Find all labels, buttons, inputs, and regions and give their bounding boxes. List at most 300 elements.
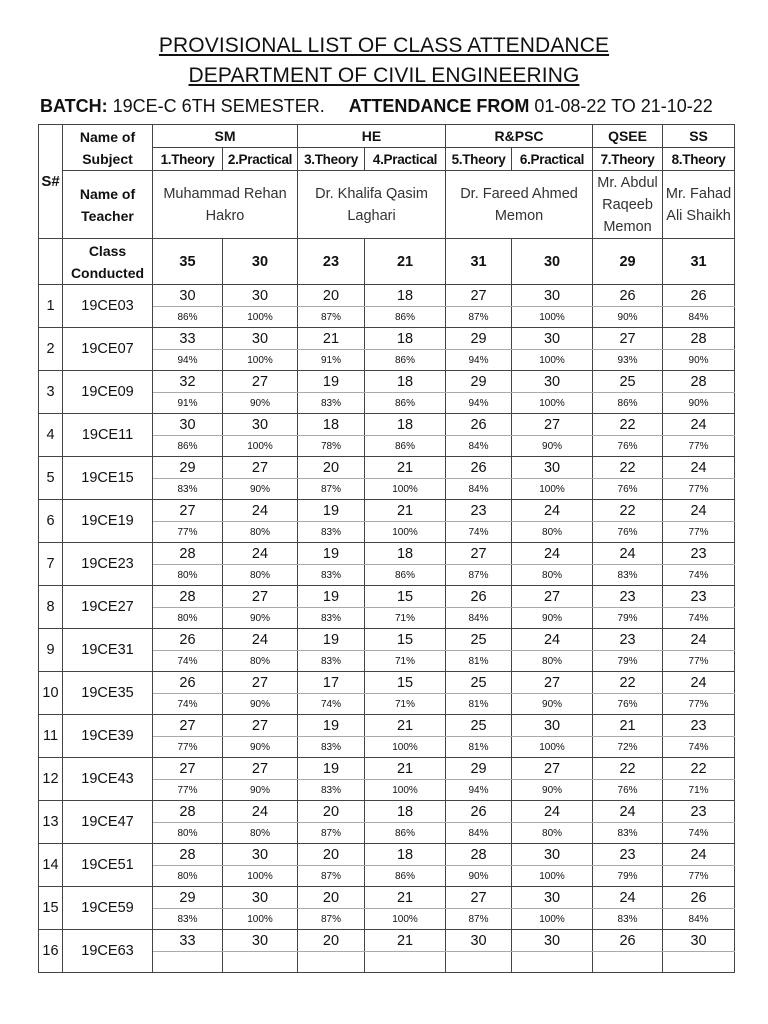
roll-number: 19CE47: [63, 801, 153, 844]
attendance-count: 28: [153, 543, 223, 565]
table-row: [39, 629, 735, 651]
attendance-percent: 80%: [153, 565, 223, 586]
attendance-count: 18: [365, 371, 446, 393]
attendance-count: 24: [512, 629, 593, 651]
attendance-count: 30: [512, 328, 593, 350]
attendance-count: 22: [593, 414, 663, 436]
attendance-percent: 100%: [512, 307, 593, 328]
attendance-count: 18: [365, 801, 446, 823]
attendance-count: 27: [153, 500, 223, 522]
attendance-percent-empty: [298, 952, 365, 973]
attendance-count: 25: [593, 371, 663, 393]
attendance-count: 27: [512, 414, 593, 436]
attendance-count: 21: [365, 887, 446, 909]
attendance-percent: 83%: [153, 909, 223, 930]
attendance-count: 24: [663, 629, 735, 651]
attendance-count: 15: [365, 629, 446, 651]
serial-number: 1: [39, 285, 63, 328]
attendance-range: 01-08-22 TO 21-10-22: [529, 96, 713, 116]
classes-conducted-value: 23: [298, 239, 365, 285]
roll-number: 19CE59: [63, 887, 153, 930]
serial-number: 9: [39, 629, 63, 672]
attendance-count: 24: [223, 801, 298, 823]
attendance-count: 20: [298, 801, 365, 823]
attendance-count: 27: [223, 715, 298, 737]
attendance-count: 26: [593, 930, 663, 952]
attendance-percent: 84%: [446, 436, 512, 457]
attendance-count: 21: [298, 328, 365, 350]
attendance-percent: 84%: [446, 823, 512, 844]
serial-number: 2: [39, 328, 63, 371]
roll-number: 19CE63: [63, 930, 153, 973]
table-row: [39, 457, 735, 479]
attendance-percent: 84%: [663, 307, 735, 328]
attendance-count: 26: [663, 285, 735, 307]
serial-number: 8: [39, 586, 63, 629]
attendance-percent: 86%: [365, 823, 446, 844]
attendance-percent: 84%: [446, 479, 512, 500]
attendance-count: 27: [446, 285, 512, 307]
attendance-count: 24: [663, 500, 735, 522]
attendance-count: 19: [298, 629, 365, 651]
attendance-count: 20: [298, 887, 365, 909]
attendance-count: 27: [223, 457, 298, 479]
attendance-count: 24: [663, 414, 735, 436]
attendance-percent: 76%: [593, 479, 663, 500]
attendance-percent: 77%: [153, 522, 223, 543]
attendance-count: 27: [223, 758, 298, 780]
attendance-percent-empty: [223, 952, 298, 973]
document-title: PROVISIONAL LIST OF CLASS ATTENDANCE: [158, 34, 610, 57]
attendance-count: 23: [593, 844, 663, 866]
attendance-count: 22: [593, 672, 663, 694]
attendance-percent-empty: [593, 952, 663, 973]
attendance-count: 24: [223, 629, 298, 651]
name-of-subject-label: Name of Subject: [63, 125, 153, 171]
attendance-percent: 80%: [223, 823, 298, 844]
name-of-teacher-label: Name of Teacher: [63, 171, 153, 239]
attendance-percent: 100%: [512, 479, 593, 500]
table-row: [39, 543, 735, 565]
attendance-count: 28: [153, 801, 223, 823]
attendance-count: 30: [663, 930, 735, 952]
attendance-percent: 90%: [663, 393, 735, 414]
serial-number: 14: [39, 844, 63, 887]
attendance-percent: 76%: [593, 522, 663, 543]
attendance-count: 24: [512, 543, 593, 565]
serial-number: 16: [39, 930, 63, 973]
serial-number: 4: [39, 414, 63, 457]
attendance-count: 18: [365, 328, 446, 350]
attendance-count: 19: [298, 758, 365, 780]
attendance-count: 29: [446, 758, 512, 780]
roll-number: 19CE27: [63, 586, 153, 629]
attendance-percent: 100%: [223, 436, 298, 457]
attendance-percent: 83%: [298, 522, 365, 543]
component-label: 6.Practical: [512, 148, 593, 171]
attendance-count: 27: [223, 672, 298, 694]
batch-value: 19CE-C 6TH SEMESTER.: [107, 96, 325, 116]
attendance-percent: 87%: [446, 307, 512, 328]
attendance-count: 15: [365, 586, 446, 608]
attendance-count: 24: [663, 844, 735, 866]
serial-number: 10: [39, 672, 63, 715]
attendance-percent: 87%: [446, 565, 512, 586]
attendance-percent: 80%: [223, 565, 298, 586]
attendance-count: 30: [223, 930, 298, 952]
classes-conducted-value: 31: [663, 239, 735, 285]
attendance-percent: 91%: [153, 393, 223, 414]
attendance-percent: 93%: [593, 350, 663, 371]
attendance-count: 23: [663, 801, 735, 823]
attendance-percent: 71%: [365, 694, 446, 715]
attendance-percent: 77%: [663, 694, 735, 715]
attendance-percent: 100%: [223, 350, 298, 371]
attendance-percent: 74%: [153, 651, 223, 672]
teacher-name: Mr. Abdul Raqeeb Memon: [593, 171, 663, 239]
serial-number: 15: [39, 887, 63, 930]
attendance-count: 28: [153, 844, 223, 866]
attendance-label: ATTENDANCE FROM: [348, 96, 530, 116]
attendance-count: 19: [298, 715, 365, 737]
attendance-count: 30: [223, 887, 298, 909]
attendance-percent: 87%: [298, 307, 365, 328]
attendance-count: 23: [663, 543, 735, 565]
attendance-percent: 86%: [365, 350, 446, 371]
attendance-count: 26: [153, 629, 223, 651]
table-row: [39, 586, 735, 608]
attendance-count: 26: [446, 801, 512, 823]
attendance-count: 24: [593, 543, 663, 565]
classes-conducted-value: 35: [153, 239, 223, 285]
class-conducted-label: Class Conducted: [63, 239, 153, 285]
attendance-percent: 90%: [663, 350, 735, 371]
teacher-name: Dr. Khalifa Qasim Laghari: [298, 171, 446, 239]
component-label: 2.Practical: [223, 148, 298, 171]
attendance-percent: 74%: [663, 823, 735, 844]
table-row: [39, 672, 735, 694]
attendance-count: 30: [223, 844, 298, 866]
attendance-percent: 87%: [298, 866, 365, 887]
attendance-count: 26: [153, 672, 223, 694]
attendance-count: 22: [593, 457, 663, 479]
attendance-percent: 84%: [446, 608, 512, 629]
attendance-count: 20: [298, 930, 365, 952]
attendance-percent: 87%: [446, 909, 512, 930]
classes-conducted-value: 30: [512, 239, 593, 285]
attendance-count: 19: [298, 586, 365, 608]
attendance-percent: 83%: [298, 608, 365, 629]
table-row: [39, 500, 735, 522]
attendance-percent: 90%: [512, 436, 593, 457]
sno-header: S#: [39, 125, 63, 239]
table-row: [39, 844, 735, 866]
serial-number: 6: [39, 500, 63, 543]
attendance-percent-empty: [663, 952, 735, 973]
attendance-count: 27: [512, 672, 593, 694]
attendance-count: 24: [223, 543, 298, 565]
attendance-count: 27: [512, 758, 593, 780]
attendance-count: 30: [153, 414, 223, 436]
attendance-percent: 83%: [298, 780, 365, 801]
attendance-percent: 90%: [223, 393, 298, 414]
attendance-count: 27: [512, 586, 593, 608]
attendance-percent: 83%: [298, 393, 365, 414]
classes-conducted-value: 21: [365, 239, 446, 285]
department-title: DEPARTMENT OF CIVIL ENGINEERING: [188, 64, 580, 87]
attendance-count: 29: [446, 371, 512, 393]
component-label: 1.Theory: [153, 148, 223, 171]
attendance-count: 23: [663, 586, 735, 608]
attendance-percent: 94%: [446, 350, 512, 371]
roll-number: 19CE03: [63, 285, 153, 328]
attendance-count: 27: [223, 586, 298, 608]
attendance-percent: 100%: [223, 866, 298, 887]
attendance-percent: 90%: [223, 694, 298, 715]
attendance-count: 26: [593, 285, 663, 307]
attendance-percent: 86%: [365, 866, 446, 887]
component-label: 3.Theory: [298, 148, 365, 171]
attendance-count: 15: [365, 672, 446, 694]
attendance-percent: 94%: [153, 350, 223, 371]
attendance-percent: 71%: [365, 651, 446, 672]
attendance-percent: 90%: [223, 737, 298, 758]
attendance-percent: 79%: [593, 651, 663, 672]
attendance-percent: 87%: [298, 479, 365, 500]
attendance-count: 20: [298, 457, 365, 479]
attendance-count: 20: [298, 285, 365, 307]
attendance-percent: 80%: [153, 866, 223, 887]
attendance-count: 18: [298, 414, 365, 436]
attendance-percent: 74%: [446, 522, 512, 543]
attendance-percent: 100%: [512, 737, 593, 758]
attendance-percent: 80%: [223, 651, 298, 672]
attendance-count: 30: [512, 371, 593, 393]
attendance-percent: 76%: [593, 694, 663, 715]
attendance-count: 18: [365, 414, 446, 436]
subject-code: SS: [663, 125, 735, 148]
attendance-count: 26: [663, 887, 735, 909]
teacher-name: Muhammad Rehan Hakro: [153, 171, 298, 239]
attendance-percent: 81%: [446, 651, 512, 672]
attendance-count: 27: [593, 328, 663, 350]
attendance-count: 30: [223, 414, 298, 436]
attendance-count: 25: [446, 715, 512, 737]
attendance-count: 23: [446, 500, 512, 522]
attendance-count: 18: [365, 285, 446, 307]
table-row: [39, 328, 735, 350]
roll-number: 19CE07: [63, 328, 153, 371]
attendance-percent: 94%: [446, 393, 512, 414]
attendance-percent: 76%: [593, 780, 663, 801]
attendance-percent: 90%: [446, 866, 512, 887]
attendance-percent: 77%: [153, 780, 223, 801]
attendance-count: 20: [298, 844, 365, 866]
attendance-count: 27: [446, 543, 512, 565]
attendance-count: 19: [298, 371, 365, 393]
serial-number: 12: [39, 758, 63, 801]
attendance-percent: 90%: [512, 608, 593, 629]
attendance-count: 30: [153, 285, 223, 307]
attendance-count: 28: [446, 844, 512, 866]
attendance-count: 27: [153, 715, 223, 737]
attendance-count: 30: [223, 285, 298, 307]
attendance-percent: 86%: [365, 307, 446, 328]
attendance-percent: 100%: [512, 393, 593, 414]
attendance-percent: 80%: [153, 608, 223, 629]
attendance-count: 21: [365, 457, 446, 479]
attendance-count: 26: [446, 457, 512, 479]
component-label: 4.Practical: [365, 148, 446, 171]
attendance-percent: 83%: [298, 565, 365, 586]
roll-number: 19CE19: [63, 500, 153, 543]
attendance-table: [38, 124, 735, 973]
roll-number: 19CE11: [63, 414, 153, 457]
teacher-name: Mr. Fahad Ali Shaikh: [663, 171, 735, 239]
classes-conducted-value: 31: [446, 239, 512, 285]
attendance-count: 30: [512, 715, 593, 737]
attendance-count: 30: [223, 328, 298, 350]
attendance-count: 30: [512, 844, 593, 866]
attendance-count: 26: [446, 586, 512, 608]
attendance-percent: 86%: [365, 565, 446, 586]
attendance-percent: 80%: [512, 565, 593, 586]
attendance-count: 24: [593, 887, 663, 909]
attendance-count: 24: [663, 457, 735, 479]
attendance-percent: 86%: [365, 393, 446, 414]
attendance-percent: 80%: [512, 823, 593, 844]
attendance-percent: 77%: [153, 737, 223, 758]
attendance-percent: 100%: [512, 909, 593, 930]
attendance-percent: 84%: [663, 909, 735, 930]
attendance-count: 17: [298, 672, 365, 694]
attendance-count: 24: [512, 500, 593, 522]
attendance-count: 19: [298, 543, 365, 565]
attendance-count: 32: [153, 371, 223, 393]
attendance-count: 28: [663, 371, 735, 393]
attendance-count: 27: [223, 371, 298, 393]
attendance-count: 28: [663, 328, 735, 350]
attendance-count: 25: [446, 629, 512, 651]
attendance-count: 22: [593, 500, 663, 522]
attendance-percent: 90%: [512, 694, 593, 715]
attendance-count: 30: [512, 930, 593, 952]
attendance-percent: 79%: [593, 608, 663, 629]
attendance-percent: 74%: [298, 694, 365, 715]
attendance-percent: 83%: [298, 737, 365, 758]
attendance-count: 24: [593, 801, 663, 823]
attendance-percent: 74%: [153, 694, 223, 715]
attendance-percent: 77%: [663, 651, 735, 672]
attendance-percent: 100%: [365, 909, 446, 930]
classes-conducted-value: 29: [593, 239, 663, 285]
attendance-percent: 81%: [446, 737, 512, 758]
attendance-percent: 100%: [365, 737, 446, 758]
subject-code: HE: [298, 125, 446, 148]
attendance-percent-empty: [153, 952, 223, 973]
attendance-percent: 79%: [593, 866, 663, 887]
attendance-percent: 94%: [446, 780, 512, 801]
attendance-percent: 74%: [663, 737, 735, 758]
serial-number: 7: [39, 543, 63, 586]
serial-number: 5: [39, 457, 63, 500]
component-label: 8.Theory: [663, 148, 735, 171]
attendance-percent: 100%: [223, 909, 298, 930]
attendance-percent: 91%: [298, 350, 365, 371]
attendance-count: 29: [153, 457, 223, 479]
attendance-table-body: [39, 125, 735, 973]
attendance-count: 30: [512, 887, 593, 909]
attendance-count: 24: [223, 500, 298, 522]
subject-code: SM: [153, 125, 298, 148]
table-row: [39, 414, 735, 436]
attendance-percent: 83%: [153, 479, 223, 500]
roll-number: 19CE23: [63, 543, 153, 586]
table-row: [39, 887, 735, 909]
attendance-count: 18: [365, 543, 446, 565]
attendance-count: 18: [365, 844, 446, 866]
attendance-count: 30: [446, 930, 512, 952]
attendance-percent: 80%: [223, 522, 298, 543]
attendance-percent: 77%: [663, 866, 735, 887]
attendance-percent: 83%: [593, 909, 663, 930]
attendance-percent: 83%: [593, 565, 663, 586]
attendance-count: 23: [663, 715, 735, 737]
batch-info: [40, 96, 713, 117]
attendance-count: 33: [153, 930, 223, 952]
attendance-percent: 100%: [365, 479, 446, 500]
attendance-count: 27: [153, 758, 223, 780]
attendance-percent: 81%: [446, 694, 512, 715]
attendance-count: 23: [593, 629, 663, 651]
roll-number: 19CE51: [63, 844, 153, 887]
attendance-count: 21: [365, 758, 446, 780]
attendance-count: 29: [446, 328, 512, 350]
attendance-percent: 90%: [223, 479, 298, 500]
attendance-percent: 83%: [298, 651, 365, 672]
attendance-percent: 77%: [663, 436, 735, 457]
attendance-count: 23: [593, 586, 663, 608]
attendance-percent: 86%: [593, 393, 663, 414]
attendance-count: 33: [153, 328, 223, 350]
subject-code: QSEE: [593, 125, 663, 148]
attendance-percent: 80%: [512, 651, 593, 672]
teacher-name: Dr. Fareed Ahmed Memon: [446, 171, 593, 239]
attendance-percent: 90%: [593, 307, 663, 328]
attendance-count: 22: [593, 758, 663, 780]
attendance-percent: 100%: [365, 522, 446, 543]
attendance-percent: 80%: [153, 823, 223, 844]
attendance-percent: 100%: [365, 780, 446, 801]
attendance-percent: 90%: [223, 608, 298, 629]
subject-code: R&PSC: [446, 125, 593, 148]
serial-number: 11: [39, 715, 63, 758]
sno-header-spacer: [39, 239, 63, 285]
attendance-percent: 100%: [512, 866, 593, 887]
attendance-percent-empty: [512, 952, 593, 973]
attendance-percent: 76%: [593, 436, 663, 457]
attendance-percent: 86%: [153, 307, 223, 328]
serial-number: 13: [39, 801, 63, 844]
attendance-percent: 100%: [223, 307, 298, 328]
roll-number: 19CE31: [63, 629, 153, 672]
attendance-percent: 74%: [663, 565, 735, 586]
roll-number: 19CE39: [63, 715, 153, 758]
attendance-percent: 83%: [593, 823, 663, 844]
roll-number: 19CE43: [63, 758, 153, 801]
attendance-count: 19: [298, 500, 365, 522]
attendance-count: 27: [446, 887, 512, 909]
